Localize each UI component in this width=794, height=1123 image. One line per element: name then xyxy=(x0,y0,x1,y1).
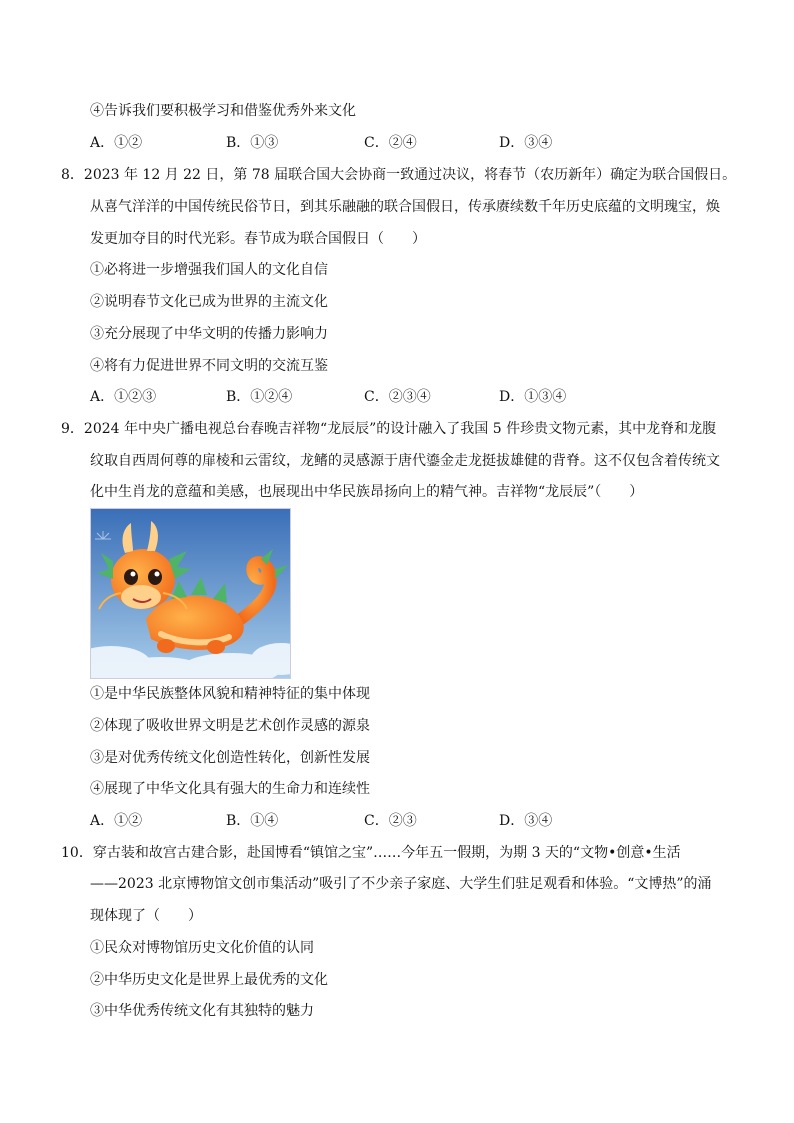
q9-choice-a[interactable]: A．①② xyxy=(90,813,143,829)
q8-stem-line-1: 8．2023 年 12 月 22 日，第 78 届联合国大会协商一致通过决议，将春节（农历新年）确定为联合国假日。 xyxy=(61,167,737,183)
q10-stem-line-2: ——2023 北京博物馆文创市集活动”吸引了不少亲子家庭、大学生们驻足观看和体验。“文博热”的涌 xyxy=(90,876,712,892)
q8-option-1: ①必将进一步增强我们国人的文化自信 xyxy=(90,262,328,278)
q9-option-2: ②体现了吸收世界文明是艺术创作灵感的源泉 xyxy=(90,718,370,734)
q9-option-3: ③是对优秀传统文化创造性转化，创新性发展 xyxy=(90,750,370,766)
q7-choice-c[interactable]: C．②④ xyxy=(364,135,417,151)
q10-option-1: ①民众对博物馆历史文化价值的认同 xyxy=(90,940,314,956)
q9-option-1: ①是中华民族整体风貌和精神特征的集中体现 xyxy=(90,686,370,702)
q7-choice-d[interactable]: D．③④ xyxy=(499,135,553,151)
dragon-illustration xyxy=(91,509,290,678)
q8-stem-line-2: 从喜气洋洋的中国传统民俗节日，到其乐融融的联合国假日，传承赓续数千年历史底蕴的文明瑰宝，焕 xyxy=(90,199,720,215)
q8-choice-a[interactable]: A．①②③ xyxy=(90,389,157,405)
q10-option-2: ②中华历史文化是世界上最优秀的文化 xyxy=(90,972,328,988)
q9-option-4: ④展现了中华文化具有强大的生命力和连续性 xyxy=(90,781,370,797)
q7-option-4: ④告诉我们要积极学习和借鉴优秀外来文化 xyxy=(90,103,356,119)
mascot-dragon-image xyxy=(90,508,291,679)
q9-stem-line-2: 纹取自西周何尊的扉棱和云雷纹，龙鳍的灵感源于唐代鎏金走龙挺拔雄健的背脊。这不仅包含着传统文 xyxy=(90,453,720,469)
q8-choice-b[interactable]: B．①②④ xyxy=(226,389,293,405)
q10-option-3: ③中华优秀传统文化有其独特的魅力 xyxy=(90,1003,314,1019)
q9-choice-d[interactable]: D．③④ xyxy=(499,813,553,829)
q8-stem-line-3: 发更加夺目的时代光彩。春节成为联合国假日（ ） xyxy=(90,231,426,247)
q9-choice-b[interactable]: B．①④ xyxy=(226,813,279,829)
q10-stem-line-1: 10．穿古装和故宫古建合影，赴国博看“镇馆之宝”……今年五一假期，为期 3 天的“文物•创意•生活 xyxy=(61,845,681,861)
q8-option-3: ③充分展现了中华文明的传播力影响力 xyxy=(90,326,328,342)
q7-choice-a[interactable]: A．①② xyxy=(90,135,143,151)
q8-option-4: ④将有力促进世界不同文明的交流互鉴 xyxy=(90,358,328,374)
q8-option-2: ②说明春节文化已成为世界的主流文化 xyxy=(90,294,328,310)
q10-stem-line-3: 现体现了（ ） xyxy=(90,908,202,924)
q9-choice-c[interactable]: C．②③ xyxy=(364,813,417,829)
q9-stem-line-3: 化中生肖龙的意蕴和美感，也展现出中华民族昂扬向上的精气神。吉祥物“龙辰辰”（ ） xyxy=(90,484,644,500)
q7-choice-b[interactable]: B．①③ xyxy=(226,135,279,151)
q9-stem-line-1: 9．2024 年中央广播电视总台春晚吉祥物“龙辰辰”的设计融入了我国 5 件珍贵文物元素，其中龙脊和龙腹 xyxy=(61,421,717,437)
q8-choice-c[interactable]: C．②③④ xyxy=(364,389,431,405)
q8-choice-d[interactable]: D．①③④ xyxy=(499,389,567,405)
